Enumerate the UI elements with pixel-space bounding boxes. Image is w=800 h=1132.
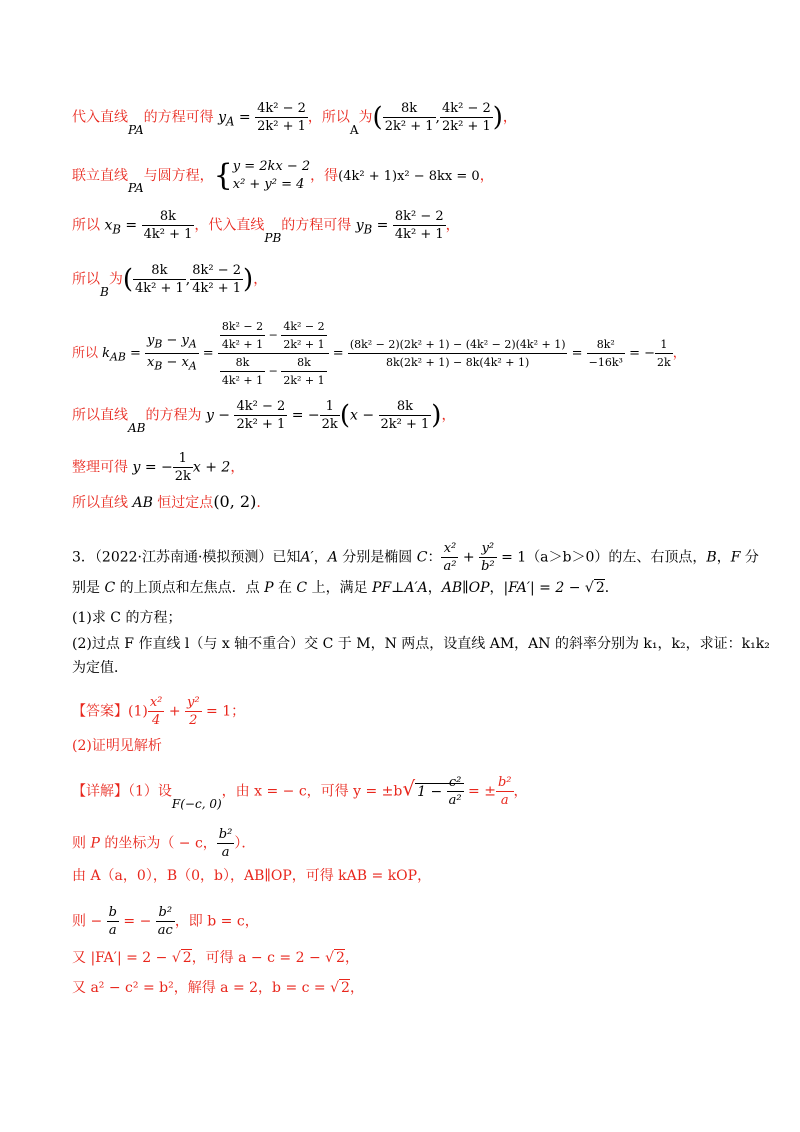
- paren: (: [122, 264, 133, 295]
- paren: (: [372, 102, 383, 133]
- math: (0, 2): [213, 492, 257, 511]
- numerator: 8k² − 2: [192, 263, 242, 278]
- subscript: PA: [128, 122, 144, 137]
- math: (4k² + 1)x² − 8kx = 0: [338, 169, 480, 184]
- numerator: x²: [441, 540, 458, 558]
- numerator: y²: [479, 540, 497, 558]
- text: 分别是椭圆: [337, 549, 417, 566]
- math: x: [104, 217, 113, 234]
- fraction: [107, 904, 119, 939]
- text: 所以: [72, 346, 103, 361]
- fraction: [496, 774, 514, 809]
- denominator: 4k² + 1: [394, 227, 444, 242]
- text: 在: [273, 580, 297, 596]
- text: (1): [128, 703, 148, 720]
- text: ，代入直线: [194, 217, 265, 234]
- solution-line-6: [72, 398, 455, 433]
- fraction: [145, 332, 199, 374]
- fraction: [173, 450, 193, 485]
- sqrt-sign: √: [325, 950, 335, 966]
- solution-line-4: [72, 262, 267, 297]
- denominator: 4k² + 1: [192, 281, 242, 296]
- math: AB: [132, 495, 153, 511]
- eq: y = 2kx − 2: [232, 159, 311, 174]
- denominator: $\frac{8k}{\text{4k² + 1}}$ − $\frac{8k}{\text{2k² + 1}}$: [221, 356, 325, 387]
- fraction: [393, 208, 446, 243]
- text: 的方程可得: [143, 109, 219, 126]
- detail-line-4: [72, 904, 259, 939]
- text: ，由 x = − c，可得 y = ±b: [221, 783, 403, 800]
- text: 又 |FA′| = 2 −: [72, 950, 172, 966]
- math: x −: [349, 407, 379, 424]
- detail-line-2: [72, 826, 255, 861]
- math: C: [104, 580, 116, 596]
- numerator: 8k² − 2: [394, 209, 444, 224]
- eq: x² + y² = 4: [232, 177, 305, 192]
- text: (2)证明见解析: [72, 738, 162, 754]
- math: PF⊥A′A: [372, 580, 428, 596]
- solution-line-3: [72, 208, 460, 243]
- numerator: 8k²: [587, 336, 625, 354]
- fraction: [185, 694, 202, 729]
- brace: {: [213, 158, 233, 193]
- text: 为: [108, 271, 123, 288]
- question-2: [72, 634, 770, 654]
- problem-line-1: [72, 540, 759, 575]
- fraction: [587, 336, 625, 371]
- numerator: [145, 332, 199, 354]
- text: 的方程可得: [281, 217, 356, 234]
- math: = 1；: [201, 703, 246, 720]
- text: ．: [604, 580, 619, 596]
- math: =: [234, 109, 256, 126]
- sqrt-sign: √: [402, 776, 416, 801]
- numerator: b²: [497, 775, 512, 790]
- text: 分: [740, 549, 759, 566]
- solution-line-1: [72, 100, 517, 135]
- text: ，: [313, 549, 328, 566]
- fraction: [440, 100, 493, 135]
- text: ：: [427, 549, 442, 566]
- math: =: [372, 217, 393, 234]
- text: 的坐标为（ − c，: [99, 835, 217, 852]
- answer-tag: 【答案】: [72, 703, 128, 720]
- math: = 1: [496, 549, 527, 566]
- fraction: [383, 100, 436, 135]
- math: =: [567, 346, 587, 361]
- denominator: ac: [157, 923, 173, 938]
- math: A′: [300, 549, 314, 566]
- math: y −: [205, 407, 235, 424]
- math: C: [296, 580, 308, 596]
- radicand: 2: [182, 950, 192, 966]
- fraction: [479, 540, 497, 575]
- answer-line-2: [72, 736, 162, 756]
- fraction: [655, 336, 673, 371]
- text: 为: [358, 109, 373, 126]
- solution-line-8: [72, 492, 261, 513]
- math: y: [355, 217, 364, 234]
- fraction: [348, 336, 568, 371]
- detail-line-1: [72, 774, 528, 809]
- denominator: 2k² + 1: [441, 119, 491, 134]
- numerator: (8k² − 2)(2k² + 1) − (4k² − 2)(4k² + 1): [348, 336, 568, 354]
- fraction: [281, 354, 326, 389]
- math: k: [102, 346, 111, 361]
- math: = −: [624, 346, 656, 361]
- subscript: PA: [128, 181, 144, 195]
- numerator: 8k: [142, 208, 195, 226]
- denominator: 4: [151, 713, 161, 728]
- radicand: 2: [595, 580, 605, 596]
- text: ，: [344, 950, 359, 966]
- numerator: 8k: [383, 100, 436, 118]
- radicand: 2: [336, 950, 345, 966]
- problem-line-2: [72, 578, 619, 598]
- denominator: 2k² + 1: [283, 374, 325, 387]
- denominator: a²: [443, 559, 457, 574]
- denominator: a: [108, 923, 117, 938]
- math: y: [218, 109, 227, 126]
- punct: ，: [253, 271, 268, 288]
- text: 所以: [72, 271, 100, 288]
- numerator: $\frac{\text{8k² − 2}}{\text{4k² + 1}}$ − $\frac{\text{4k² − 2}}{\text{2k² + 1}}$: [218, 318, 329, 354]
- numerator: b²: [218, 827, 233, 842]
- sqrt-sign: √: [584, 580, 594, 596]
- math: − x: [162, 355, 189, 370]
- punct: ，: [672, 346, 686, 361]
- math: =: [198, 346, 218, 361]
- punct: ，: [445, 217, 460, 234]
- math-sub: A: [188, 359, 197, 373]
- comma: ,: [185, 271, 191, 288]
- text: 联立直线: [72, 168, 128, 184]
- paren: ): [431, 400, 442, 431]
- text: ）．: [234, 835, 256, 852]
- text: 与圆方程，: [143, 168, 214, 184]
- denominator: 2k² + 1: [283, 338, 325, 351]
- subscript: F(−c, 0): [171, 796, 222, 811]
- math: AB∥OP: [441, 580, 490, 596]
- compound-fraction: [218, 318, 329, 389]
- punct: ，: [441, 407, 456, 424]
- math: F: [730, 549, 741, 566]
- math: A: [327, 549, 338, 566]
- math: y = −: [132, 459, 173, 476]
- numerator: 4k² − 2: [257, 101, 306, 116]
- math: x + 2: [192, 459, 231, 476]
- text: 则: [72, 835, 91, 852]
- fraction: [447, 774, 464, 809]
- denominator: 4k² + 1: [221, 338, 264, 351]
- fraction: [320, 398, 340, 433]
- numerator: x²: [149, 695, 163, 710]
- denominator: a: [500, 793, 509, 808]
- punct: ，: [230, 459, 245, 476]
- detail-line-3: [72, 866, 431, 886]
- numerator: y²: [187, 695, 200, 710]
- sqrt-sign: √: [330, 980, 340, 996]
- numerator: c²: [447, 774, 464, 792]
- text: (1)求 C 的方程；: [72, 610, 182, 626]
- math: C: [416, 549, 428, 566]
- math-sub: B: [154, 359, 163, 373]
- text: ，: [716, 549, 731, 566]
- math: =: [120, 217, 142, 234]
- fraction: [255, 100, 308, 135]
- radicand: [415, 775, 464, 808]
- text: （a＞b＞0）的左、右顶点，: [526, 549, 707, 566]
- text: 上，满足: [307, 580, 373, 596]
- text: 的上顶点和左焦点．点: [115, 580, 265, 596]
- answer-line-1: [72, 694, 245, 729]
- denominator: 2: [189, 713, 198, 728]
- text: ，: [513, 783, 528, 800]
- numerator: 1: [173, 450, 193, 468]
- solution-line-2: [72, 158, 494, 194]
- math: − y: [162, 333, 189, 349]
- denominator: 4k² + 1: [143, 227, 193, 242]
- math: =: [328, 346, 348, 361]
- paren: ): [492, 102, 503, 133]
- punct: ，: [479, 168, 494, 184]
- numerator: 1: [320, 398, 340, 416]
- denominator: 2k² + 1: [384, 119, 434, 134]
- math: |FA′| = 2 −: [503, 580, 585, 596]
- fraction: [379, 398, 432, 433]
- numerator: 4k² − 2: [236, 399, 286, 414]
- text: 代入直线: [72, 109, 128, 126]
- text: ，: [349, 980, 364, 996]
- fraction: [281, 318, 326, 353]
- math: y: [146, 333, 155, 349]
- math-sub: A: [188, 338, 197, 351]
- fraction: [217, 826, 235, 861]
- numerator: 4k² − 2: [281, 318, 326, 336]
- math-sub: AB: [110, 350, 126, 364]
- subscript: A: [349, 122, 359, 137]
- math-sub: B: [154, 338, 163, 351]
- text: ，: [489, 580, 504, 596]
- text: ，: [427, 580, 442, 596]
- fraction: [133, 262, 186, 297]
- text: 3．（2022·江苏南通·模拟预测）已知: [72, 549, 301, 566]
- numerator: 4k² − 2: [441, 101, 491, 116]
- text: 所以: [72, 217, 105, 234]
- question-1: [72, 608, 181, 628]
- text: 又 a² − c² = b²，解得 a = 2，b = c =: [72, 980, 331, 996]
- denominator: 4k² + 1: [221, 374, 264, 387]
- subscript: AB: [128, 420, 146, 435]
- math: P: [264, 580, 274, 596]
- text: = ±: [463, 783, 496, 800]
- subscript: B: [100, 284, 109, 299]
- math: x: [147, 355, 155, 370]
- math: +: [458, 549, 480, 566]
- fraction: [142, 208, 195, 243]
- detail-line-6: [72, 978, 364, 998]
- text: ，即 b = c，: [174, 913, 259, 930]
- radicand: 2: [341, 980, 350, 996]
- math: =: [125, 346, 145, 361]
- denominator: 2k: [321, 417, 338, 432]
- math-sub: B: [363, 222, 373, 237]
- text: 恒过定点: [152, 495, 214, 511]
- math: = −: [287, 407, 320, 424]
- denominator: 2k² + 1: [257, 119, 306, 134]
- numerator: b: [108, 905, 117, 920]
- text: （1）设: [128, 783, 172, 800]
- fraction: [220, 318, 265, 353]
- question-2-cont: [72, 658, 128, 678]
- text: 由 A（a，0），B（0，b），AB∥OP，可得 kAB = kOP，: [72, 868, 432, 884]
- detail-tag: 【详解】: [72, 783, 128, 800]
- subscript: PB: [264, 230, 282, 245]
- denominator: 2k² + 1: [380, 417, 430, 432]
- denominator: 2k² + 1: [236, 417, 286, 432]
- solution-line-5: [72, 318, 686, 389]
- text: 则 −: [72, 913, 107, 930]
- math-sub: B: [112, 222, 121, 237]
- denominator: [145, 354, 199, 375]
- math: P: [90, 835, 100, 852]
- denominator: a²: [448, 793, 462, 808]
- sqrt-sign: √: [171, 950, 181, 966]
- text: 所以直线: [72, 407, 128, 424]
- punct: .: [256, 495, 261, 511]
- fraction: [234, 398, 287, 433]
- denominator: −16k³: [588, 356, 623, 369]
- text: 整理可得: [72, 459, 133, 476]
- numerator: b²: [156, 904, 175, 922]
- text: 别是: [72, 580, 105, 596]
- text: 所以直线: [72, 495, 133, 511]
- denominator: 2k: [174, 469, 191, 484]
- text: 为定值．: [72, 660, 128, 676]
- punct: ，: [502, 109, 517, 126]
- math: +: [164, 703, 186, 720]
- detail-line-5: [72, 948, 359, 968]
- numerator: 8k: [220, 354, 265, 372]
- math: B: [706, 549, 717, 566]
- numerator: 8k: [379, 398, 432, 416]
- paren: (: [339, 400, 350, 431]
- denominator: a: [221, 845, 230, 860]
- text: = −: [118, 913, 156, 930]
- denominator: b²: [481, 559, 495, 574]
- fraction: [156, 904, 175, 939]
- math: 1 −: [417, 783, 447, 800]
- math-sub: A: [226, 114, 235, 129]
- numerator: 8k² − 2: [220, 318, 265, 336]
- text: (2)过点 F 作直线 l（与 x 轴不重合）交 C 于 M，N 两点，设直线 AM，AN 的斜率分别为 k₁，k₂，求证：k₁k₂: [72, 636, 770, 652]
- denominator: 4k² + 1: [134, 281, 184, 296]
- fraction: [441, 540, 458, 575]
- numerator: 1: [655, 336, 673, 354]
- text: ，可得 a − c = 2 −: [191, 950, 326, 966]
- denominator: 2k: [657, 356, 671, 369]
- equation-system: [233, 158, 310, 194]
- fraction: [220, 354, 265, 389]
- numerator: 8k: [133, 262, 186, 280]
- numerator: 8k: [281, 354, 326, 372]
- text: 的方程为: [145, 407, 206, 424]
- comma: ,: [435, 109, 440, 126]
- text: ，得: [310, 168, 339, 184]
- fraction: [190, 262, 243, 297]
- fraction: [148, 694, 165, 729]
- denominator: 8k(2k² + 1) − 8k(4k² + 1): [386, 356, 530, 369]
- paren: ): [243, 264, 254, 295]
- solution-line-7: [72, 450, 244, 485]
- text: ，所以: [307, 109, 350, 126]
